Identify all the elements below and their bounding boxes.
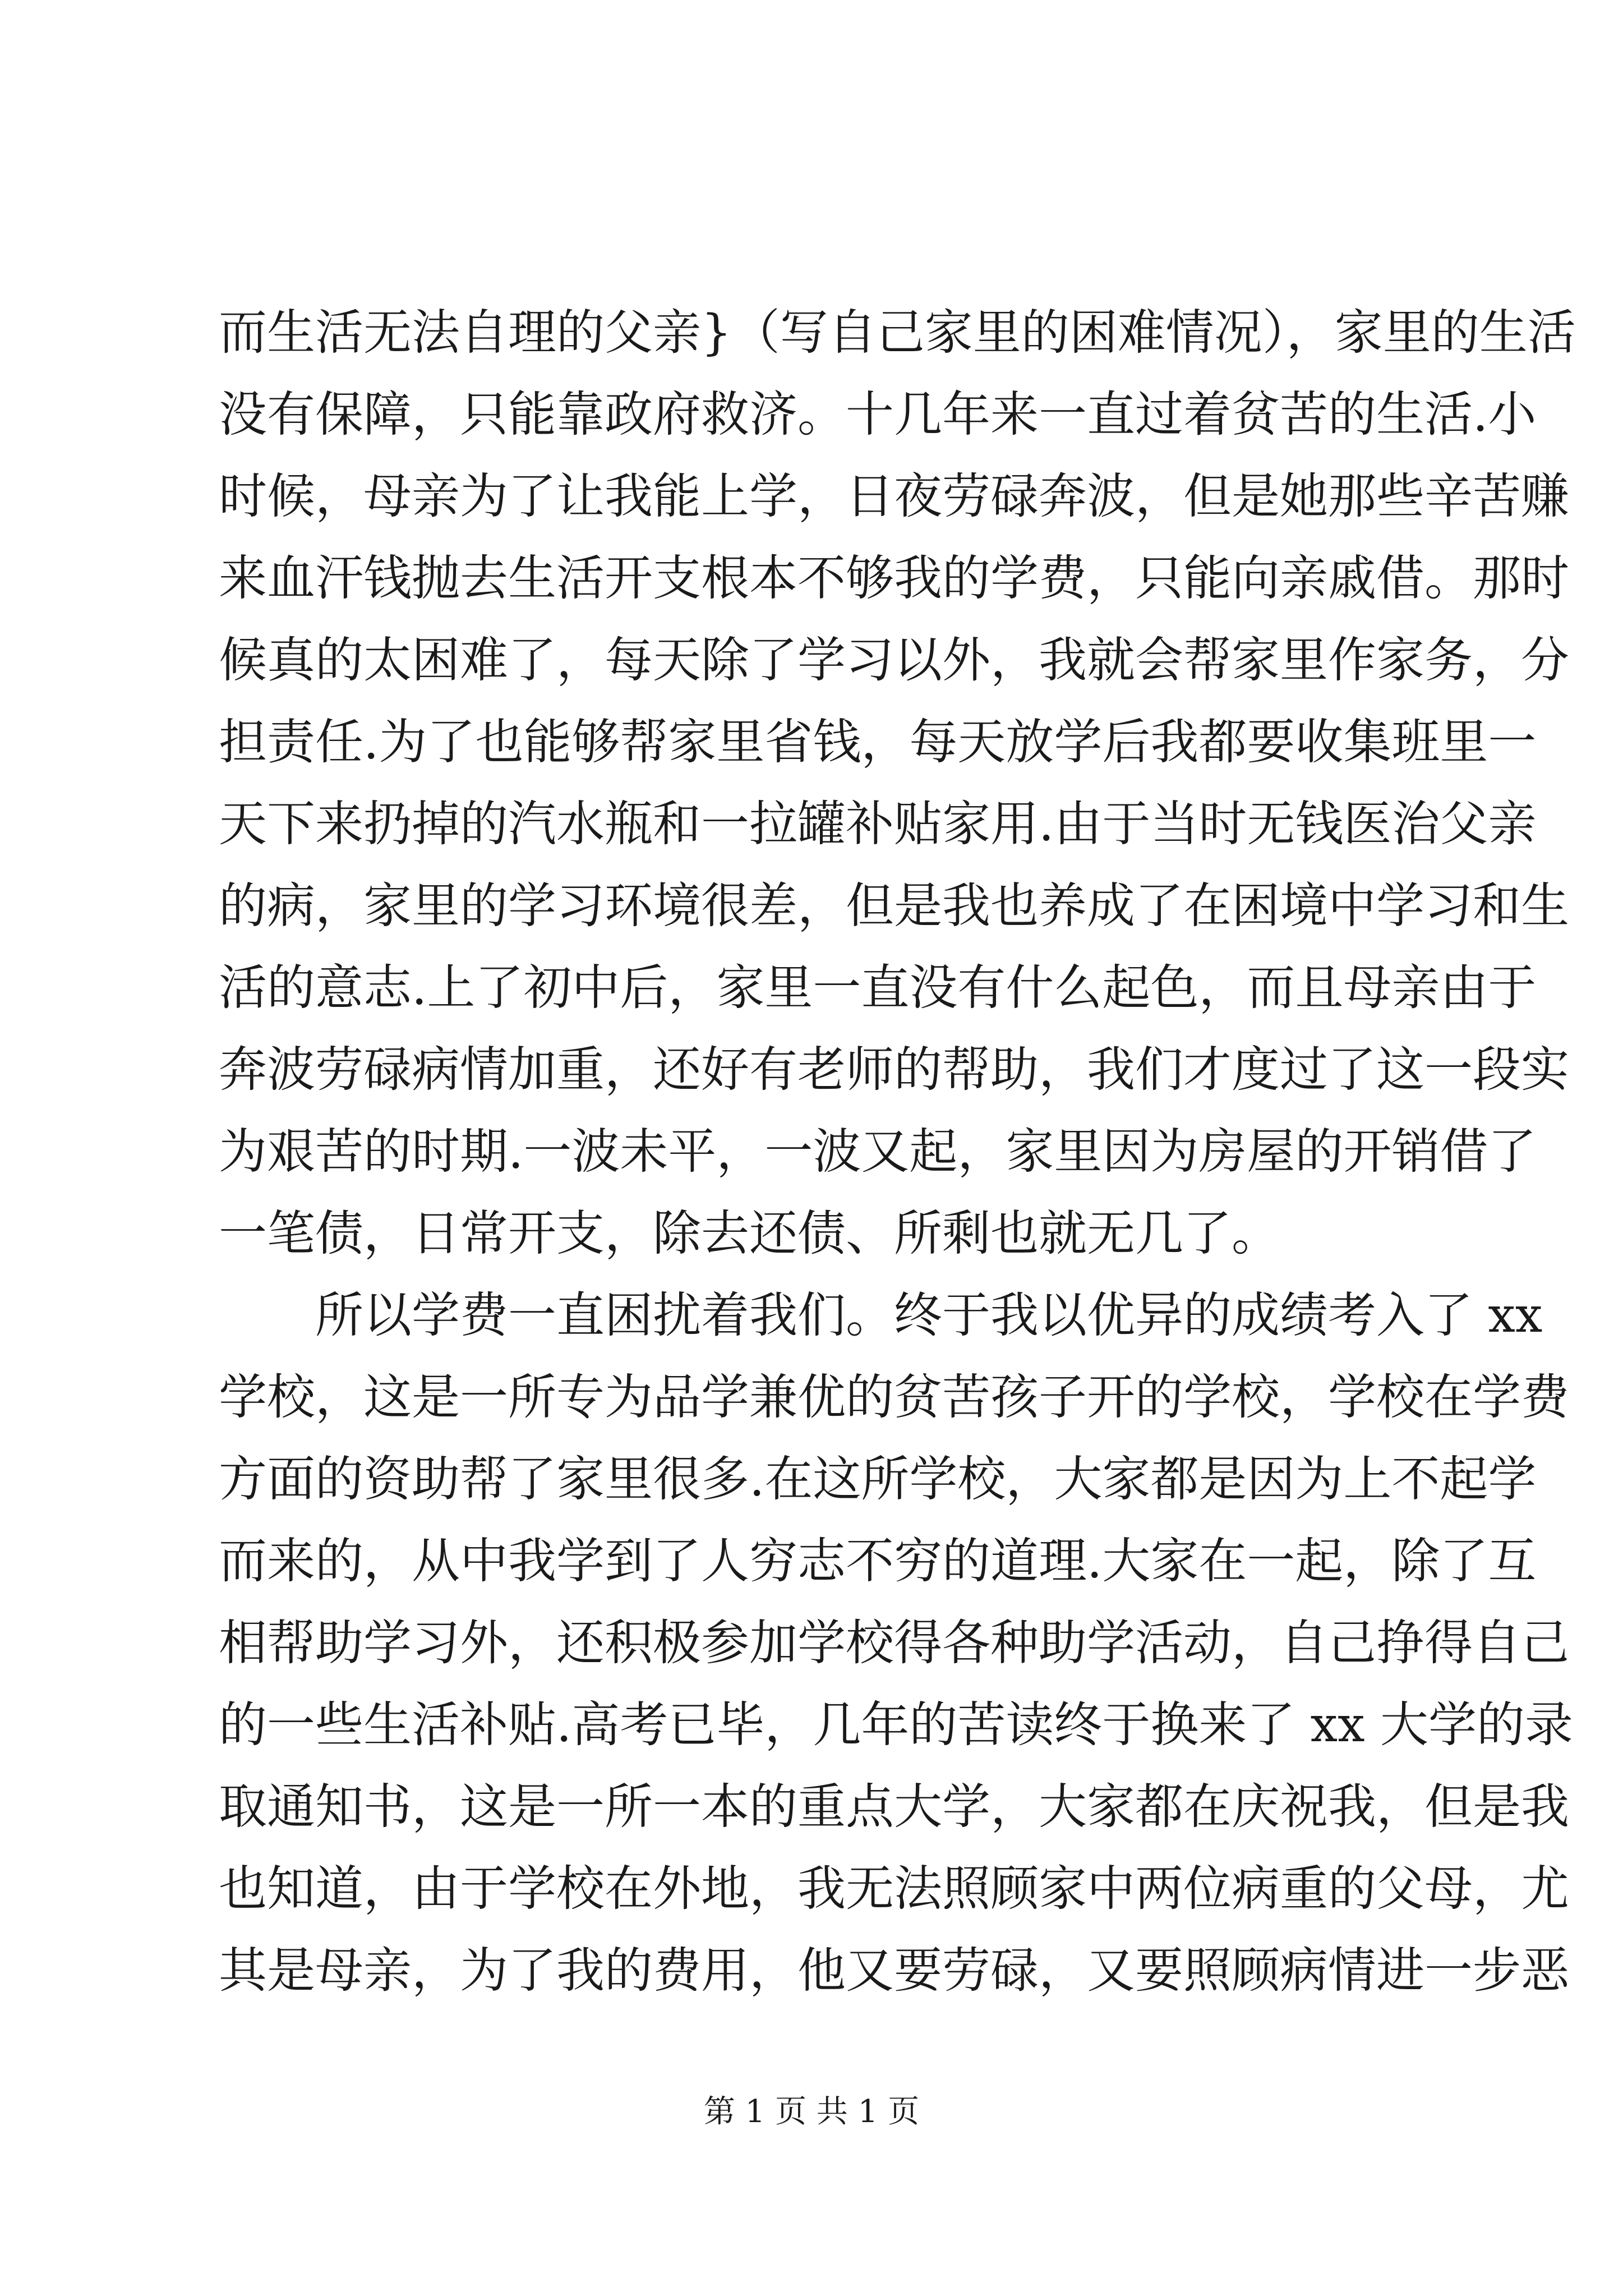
text-line: 也知道，由于学校在外地，我无法照顾家中两位病重的父母，尤 xyxy=(219,1861,1569,1917)
paragraph xyxy=(219,292,1576,1274)
text-line: 学校，这是一所专为品学兼优的贫苦孩子开的学校，学校在学费 xyxy=(219,1369,1569,1425)
text-line: 活的意志.上了初中后，家里一直没有什么起色，而且母亲由于 xyxy=(219,960,1537,1016)
text-line: 其是母亲，为了我的费用，他又要劳碌，又要照顾病情进一步恶 xyxy=(219,1943,1569,1999)
text-line: 奔波劳碌病情加重，还好有老师的帮助，我们才度过了这一段实 xyxy=(219,1042,1569,1098)
text-line: 担责任.为了也能够帮家里省钱，每天放学后我都要收集班里一 xyxy=(219,714,1537,770)
text-line: 天下来扔掉的汽水瓶和一拉罐补贴家用.由于当时无钱医治父亲 xyxy=(219,796,1537,852)
text-line: 没有保障，只能靠政府救济。十几年来一直过着贫苦的生活.小 xyxy=(219,386,1537,443)
text-line: 来血汗钱抛去生活开支根本不够我的学费，只能向亲戚借。那时 xyxy=(219,550,1569,606)
text-line: 时候，母亲为了让我能上学，日夜劳碌奔波，但是她那些辛苦赚 xyxy=(219,468,1569,524)
text-line: 候真的太困难了，每天除了学习以外，我就会帮家里作家务，分 xyxy=(219,632,1569,688)
body-text xyxy=(219,292,1576,2012)
text-line: 方面的资助帮了家里很多.在这所学校，大家都是因为上不起学 xyxy=(219,1451,1537,1507)
text-line: 的病，家里的学习环境很差，但是我也养成了在困境中学习和生 xyxy=(219,878,1569,934)
text-line: 一笔债，日常开支，除去还债、所剩也就无几了。 xyxy=(219,1205,1280,1262)
text-line: 所以学费一直困扰着我们。终于我以优异的成绩考入了 xx xyxy=(315,1287,1543,1343)
text-line: 相帮助学习外，还积极参加学校得各种助学活动，自己挣得自己 xyxy=(219,1615,1569,1671)
paragraph xyxy=(219,1274,1574,2012)
text-line: 为艰苦的时期.一波未平，一波又起，家里因为房屋的开销借了 xyxy=(219,1124,1537,1180)
text-line: 的一些生活补贴.高考已毕，几年的苦读终于换来了 xx 大学的录 xyxy=(219,1697,1574,1753)
text-line: 取通知书，这是一所一本的重点大学，大家都在庆祝我，但是我 xyxy=(219,1779,1569,1835)
text-line: 而来的，从中我学到了人穷志不穷的道理.大家在一起，除了互 xyxy=(219,1533,1537,1589)
text-line: 而生活无法自理的父亲}（写自己家里的困难情况），家里的生活 xyxy=(219,305,1576,361)
page-footer: 第 1 页 共 1 页 xyxy=(703,2093,920,2130)
